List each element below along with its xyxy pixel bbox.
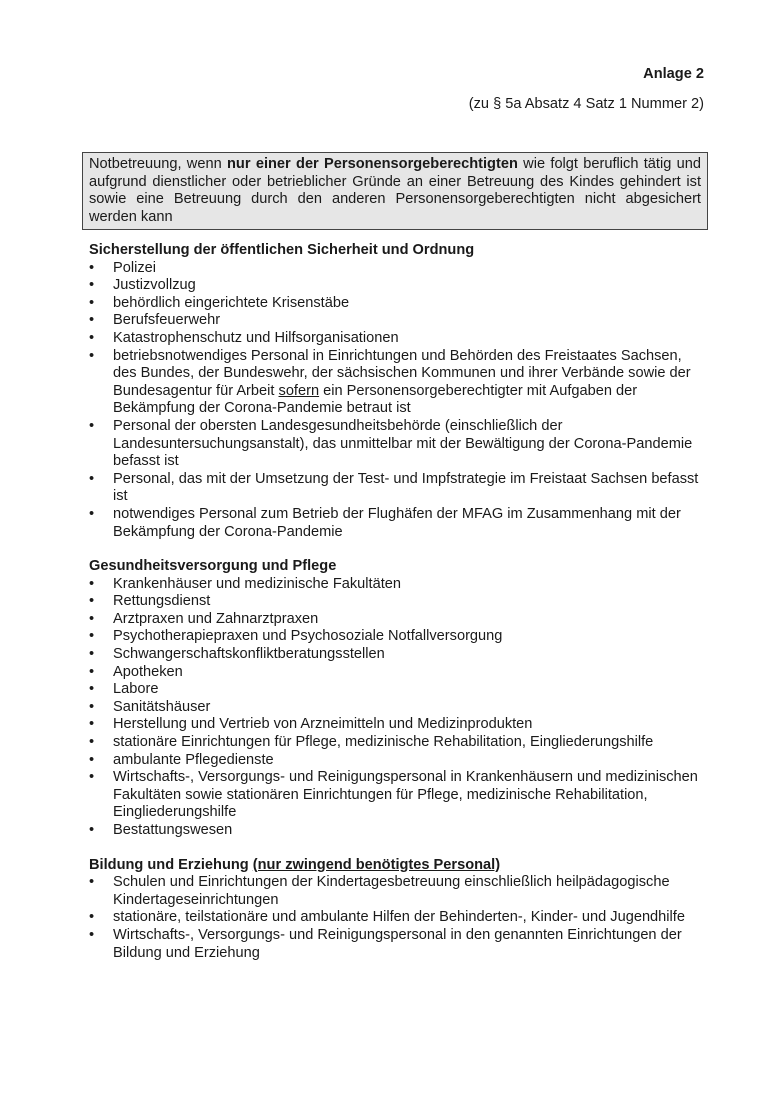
section-education [89, 857, 709, 963]
annex-reference: (zu § 5a Absatz 4 Satz 1 Nummer 2) [468, 96, 704, 112]
list-item: • Justizvollzug [89, 277, 709, 295]
underlined-word: sofern [278, 382, 320, 399]
list-item: • Labore [89, 681, 709, 699]
list-item-text: ein Personensorgeberechtigter mit Aufgaben der Bekämpfung der Corona-Pandemie betraut ist [113, 382, 638, 417]
notice-text-before: Notbetreuung, wenn [89, 156, 228, 172]
list-item: • stationäre Einrichtungen für Pflege, medizinische Rehabilitation, Eingliederungshilfe [89, 734, 709, 752]
list-item: • Katastrophenschutz und Hilfsorganisationen [89, 330, 709, 348]
section-heading: Sicherstellung der öffentlichen Sicherheit und Ordnung [89, 242, 475, 258]
list-item: • stationäre, teilstationäre und ambulante Hilfen der Behinderten-, Kinder- und Jugendhilfe [89, 909, 709, 927]
list-item: • Wirtschafts-, Versorgungs- und Reinigungspersonal in Krankenhäusern und medizinischen Fakultäten sowie stationären Einrichtungen für Pflege, medizinische Rehabilitation, Eingliederungshilfe [89, 769, 709, 822]
list-item: • Schulen und Einrichtungen der Kindertagesbetreuung einschließlich heilpädagogische Kindertageseinrichtungen [89, 874, 709, 909]
list-item: • Wirtschafts-, Versorgungs- und Reinigungspersonal in den genannten Einrichtungen der Bildung und Erziehung [89, 927, 709, 962]
list-item: • Arztpraxen und Zahnarztpraxen [89, 611, 709, 629]
list-item: • Rettungsdienst [89, 593, 709, 611]
list-item: • behördlich eingerichtete Krisenstäbe [89, 295, 709, 313]
list-item: • Psychotherapiepraxen und Psychosoziale Notfallversorgung [89, 628, 709, 646]
annex-title: Anlage 2 [643, 66, 704, 82]
list-item: • Personal, das mit der Umsetzung der Test- und Impfstrategie im Freistaat Sachsen befasst ist [89, 471, 709, 506]
list-item: • Herstellung und Vertrieb von Arzneimitteln und Medizinprodukten [89, 716, 709, 734]
list-item [89, 348, 709, 418]
list-item: • Berufsfeuerwehr [89, 312, 709, 330]
list-item: • Sanitätshäuser [89, 699, 709, 717]
list-item: • Apotheken [89, 664, 709, 682]
section-heading [89, 857, 709, 875]
section-heading-note: (nur zwingend benötigtes Personal) [252, 856, 501, 873]
list-item: • Krankenhäuser und medizinische Fakultäten [89, 576, 709, 594]
notice-box [82, 152, 708, 230]
list-item: • Personal der obersten Landesgesundheitsbehörde (einschließlich der Landesuntersuchungsanstalt), das unmittelbar mit der Bewältigung der Corona-Pandemie befasst ist [89, 418, 709, 471]
section-heading-text: Bildung und Erziehung [89, 856, 253, 873]
list-item: • notwendiges Personal zum Betrieb der Flughäfen der MFAG im Zusammenhang mit der Bekämpfung der Corona-Pandemie [89, 506, 709, 541]
item-list [89, 576, 709, 840]
item-list [89, 260, 709, 542]
list-item: • Polizei [89, 260, 709, 278]
list-item: • Schwangerschaftskonfliktberatungsstellen [89, 646, 709, 664]
section-heading: Gesundheitsversorgung und Pflege [89, 558, 337, 575]
section-health-care [89, 558, 709, 840]
item-list [89, 874, 709, 962]
content [89, 242, 709, 979]
list-item: • Bestattungswesen [89, 822, 709, 840]
section-public-safety [89, 242, 709, 541]
notice-text-bold: nur einer der Personensorgeberechtigten [227, 156, 518, 172]
list-item-text: betriebsnotwendiges Personal in Einrichtungen und Behörden des Freistaates Sachsen, des Bundes, der Bundeswehr, der sächsischen Kommunen und ihrer Verbände sowie der Bundesagentur für Arbeit [113, 347, 691, 399]
list-item: • ambulante Pflegedienste [89, 752, 709, 770]
notice-text-after: wie folgt beruflich tätig und aufgrund dienstlicher oder betrieblicher Gründe an einer Betreuung des Kindes gehindert ist sowie eine Betreuung durch den anderen Personensorgeberechtigten nicht abgesichert werden kann [89, 156, 701, 225]
